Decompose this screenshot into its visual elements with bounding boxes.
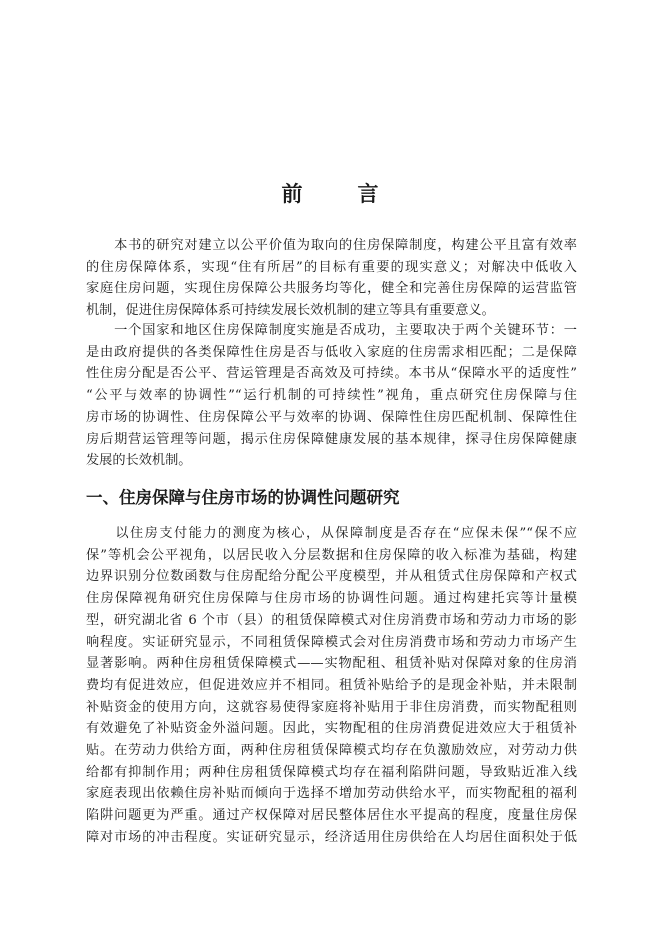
- text-line: 边界识别分位数函数与住房配给分配公平度模型，并从租赁式住房保障和产权式: [86, 569, 577, 585]
- paragraph-intro-key-links: [86, 320, 577, 472]
- text-line: 陷阱问题更为严重。通过产权保障对居民整体居住水平提高的程度，度量住房保: [86, 808, 577, 824]
- text-line: 房市场的协调性、住房保障公平与效率的协调、保障性住房匹配机制、保障性住: [86, 409, 577, 425]
- text-line: 费均有促进效应，但促进效应并不相同。租赁补贴给予的是现金补贴，并未限制: [86, 677, 577, 693]
- text-line: 保”等机会公平视角，以居民收入分层数据和住房保障的收入标准为基础，构建: [86, 547, 577, 563]
- text-line: 机制，促进住房保障体系可持续发展长效机制的建立等具有重要意义。: [86, 303, 495, 319]
- text-line: 型，研究湖北省 6 个市（县）的租赁保障模式对住房消费市场和劳动力市场的影: [86, 612, 577, 628]
- text-line: 房后期营运管理等问题，揭示住房保障健康发展的基本规律，探寻住房保障健康: [86, 431, 577, 447]
- paragraph-intro-significance: [86, 235, 577, 322]
- text-line: 显著影响。两种住房租赁保障模式——实物配租、租赁补贴对保障对象的住房消: [86, 656, 577, 672]
- text-line: 以住房支付能力的测度为核心，从保障制度是否存在“应保未保”“保不应: [86, 526, 577, 541]
- text-line: 住房保障视角研究住房保障与住房市场的协调性问题。通过构建托宾等计量模: [86, 591, 577, 607]
- text-line: 响程度。实证研究显示，不同租赁保障模式会对住房消费市场和劳动力市场产生: [86, 634, 577, 650]
- title-char-2: 言: [357, 182, 380, 206]
- page-title: [0, 178, 661, 208]
- text-line: 家庭住房问题，实现住房保障公共服务均等化，健全和完善住房保障的运营监管: [86, 281, 577, 297]
- paragraph-section-one: [86, 523, 577, 849]
- text-line: 给都有抑制作用；两种住房租赁保障模式均存在福利陷阱问题，导致贴近准入线: [86, 764, 577, 780]
- text-line: 家庭表现出依赖住房补贴而倾向于选择不增加劳动供给水平，而实物配租的福利: [86, 786, 577, 802]
- text-line: “公平与效率的协调性”“运行机制的可持续性”视角，重点研究住房保障与住: [86, 388, 577, 404]
- text-line: 贴。在劳动力供给方面，两种住房租赁保障模式均存在负激励效应，对劳动力供: [86, 743, 577, 759]
- text-line: 一个国家和地区住房保障制度实施是否成功，主要取决于两个关键环节：一: [86, 323, 577, 338]
- text-line: 是由政府提供的各类保障性住房是否与低收入家庭的住房需求相匹配；二是保障: [86, 344, 577, 360]
- text-line: 性住房分配是否公平、营运管理是否高效及可持续。本书从“保障水平的适度性”: [86, 366, 577, 382]
- section-heading: 一、住房保障与住房市场的协调性问题研究: [86, 488, 400, 507]
- title-char-1: 前: [281, 182, 304, 206]
- text-line: 障对市场的冲击程度。实证研究显示，经济适用住房供给在人均居住面积处于低: [86, 829, 577, 845]
- text-line: 发展的长效机制。: [86, 453, 192, 469]
- text-line: 的住房保障体系，实现“住有所居”的目标有重要的现实意义；对解决中低收入: [86, 259, 577, 275]
- text-line: 本书的研究对建立以公平价值为取向的住房保障制度，构建公平且富有效率: [86, 238, 577, 253]
- text-line: 补贴资金的使用方向，这就容易使得家庭将补贴用于非住房消费，而实物配租则: [86, 699, 577, 715]
- text-line: 有效避免了补贴资金外溢问题。因此，实物配租的住房消费促进效应大于租赁补: [86, 721, 577, 737]
